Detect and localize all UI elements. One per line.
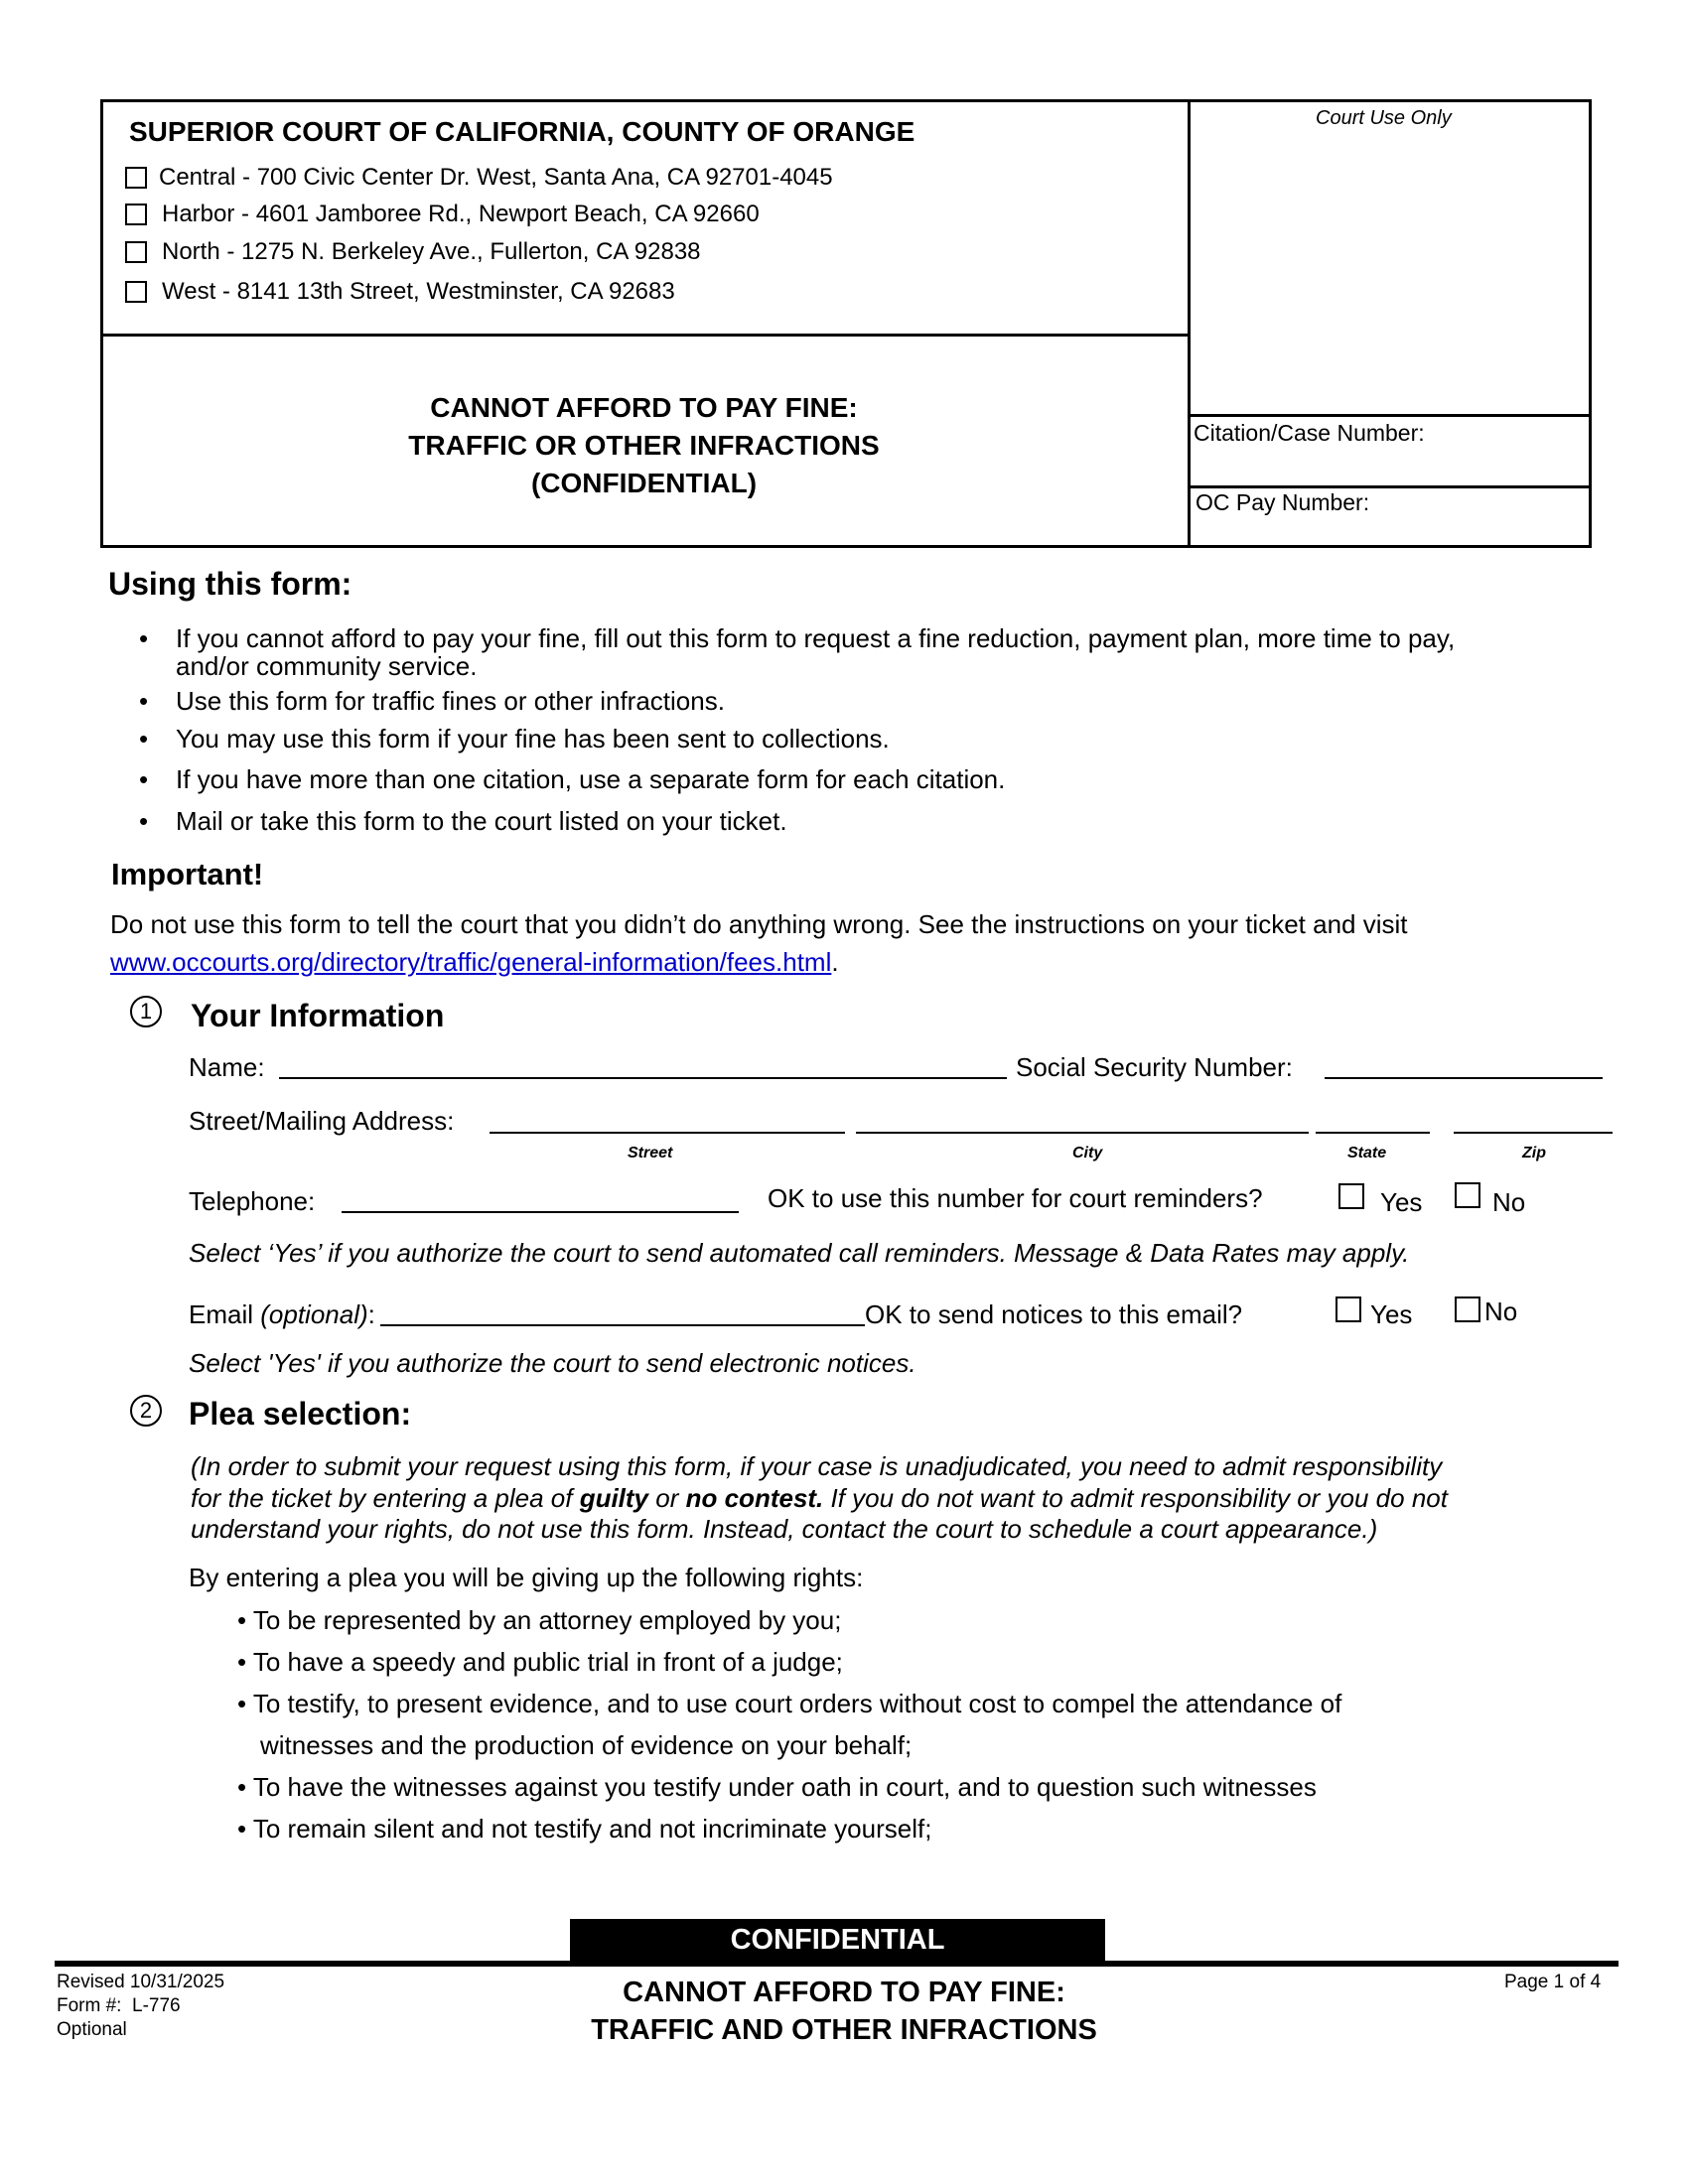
footer-title — [496, 1974, 1192, 2049]
optional-label: Optional — [57, 2019, 127, 2040]
using-bullet-1: If you cannot afford to pay your fine, fill out this form to request a fine reduction, payment plan, more time to pay, — [176, 623, 1456, 653]
reminder-no-label: No — [1492, 1187, 1526, 1217]
name-label: Name: — [189, 1052, 265, 1082]
right-item-1: • To be represented by an attorney employed by you; — [237, 1605, 842, 1635]
city-sublabel: City — [1072, 1145, 1103, 1161]
reminder-yes-label: Yes — [1380, 1187, 1423, 1217]
email-colon: : — [367, 1299, 375, 1329]
fees-link[interactable]: www.occourts.org/directory/traffic/general-information/fees.html — [110, 947, 832, 977]
email-no-label: No — [1484, 1297, 1518, 1326]
header-divider-citation — [1188, 485, 1592, 488]
location-harbor-checkbox[interactable] — [125, 204, 147, 225]
citation-number-label: Citation/Case Number: — [1194, 420, 1425, 446]
street-sublabel: Street — [628, 1145, 673, 1161]
bullet-dot: • — [139, 623, 149, 653]
state-field[interactable] — [1316, 1132, 1430, 1134]
ssn-label: Social Security Number: — [1016, 1052, 1293, 1082]
bullet-dot: • — [139, 764, 149, 794]
form-title-line-2: TRAFFIC OR OTHER INFRACTIONS — [408, 430, 880, 461]
footer-rule — [55, 1961, 1618, 1967]
header-divider-vertical — [1188, 99, 1191, 548]
link-suffix: . — [831, 947, 839, 977]
court-use-only-label: Court Use Only — [1316, 107, 1452, 129]
section-1-heading: Your Information — [191, 998, 445, 1033]
form-title — [100, 389, 1188, 502]
email-label-line — [189, 1299, 375, 1330]
revised-date: Revised 10/31/2025 — [57, 1972, 225, 1992]
location-north-label: North - 1275 N. Berkeley Ave., Fullerton, CA 92838 — [162, 238, 701, 265]
reminder-question: OK to use this number for court reminders? — [768, 1183, 1263, 1213]
city-field[interactable] — [856, 1132, 1309, 1134]
oc-pay-number-label: OC Pay Number: — [1196, 489, 1370, 515]
right-item-3: • To testify, to present evidence, and to use court orders without cost to compel the attendance of — [237, 1689, 1342, 1718]
location-west-label: West - 8141 13th Street, Westminster, CA 92683 — [162, 278, 675, 305]
reminder-no-checkbox[interactable] — [1455, 1182, 1480, 1208]
email-field[interactable] — [380, 1324, 865, 1326]
telephone-label: Telephone: — [189, 1186, 316, 1216]
right-item-4: • To have the witnesses against you testify under oath in court, and to question such witnesses — [237, 1772, 1317, 1802]
street-field[interactable] — [490, 1132, 845, 1134]
important-text: Do not use this form to tell the court that you didn’t do anything wrong. See the instructions on your ticket and visit — [110, 909, 1408, 939]
important-link-line — [110, 947, 839, 978]
right-item-2: • To have a speedy and public trial in front of a judge; — [237, 1647, 843, 1677]
page-number: Page 1 of 4 — [1504, 1972, 1602, 1992]
name-field[interactable] — [279, 1077, 1007, 1079]
bullet-dot: • — [139, 806, 149, 836]
email-optional: (optional) — [260, 1299, 368, 1329]
section-2-heading: Plea selection: — [189, 1396, 412, 1432]
zip-sublabel: Zip — [1522, 1145, 1546, 1161]
location-north-checkbox[interactable] — [125, 241, 147, 263]
using-heading: Using this form: — [108, 566, 352, 602]
bullet-dot: • — [139, 724, 149, 753]
using-bullet-4: If you have more than one citation, use a separate form for each citation. — [176, 764, 1006, 794]
plea-intro-line-1: (In order to submit your request using this form, if your case is unadjudicated, you need to admit responsibility — [191, 1451, 1443, 1481]
plea-no-contest: no contest. — [685, 1483, 824, 1513]
form-title-line-1: CANNOT AFFORD TO PAY FINE: — [430, 392, 858, 423]
plea-intro-2a: for the ticket by entering a plea of — [191, 1483, 580, 1513]
email-yes-checkbox[interactable] — [1336, 1297, 1361, 1322]
reminder-yes-checkbox[interactable] — [1338, 1183, 1364, 1209]
plea-intro-2b: If you do not want to admit responsibility or you do not — [823, 1483, 1448, 1513]
plea-intro-line-3: understand your rights, do not use this form. Instead, contact the court to schedule a court appearance.) — [191, 1514, 1378, 1544]
section-1-number: 1 — [130, 996, 162, 1027]
using-bullet-1-cont: and/or community service. — [176, 651, 478, 681]
important-heading: Important! — [111, 857, 264, 891]
telephone-field[interactable] — [342, 1211, 739, 1213]
using-bullet-3: You may use this form if your fine has been sent to collections. — [176, 724, 890, 753]
plea-guilty: guilty — [579, 1483, 649, 1513]
form-title-line-3: (CONFIDENTIAL) — [530, 468, 758, 498]
confidential-banner: CONFIDENTIAL — [570, 1919, 1105, 1961]
footer-title-line-1: CANNOT AFFORD TO PAY FINE: — [623, 1977, 1065, 2008]
location-west-checkbox[interactable] — [125, 281, 147, 303]
bullet-dot: • — [139, 686, 149, 716]
right-item-3-cont: witnesses and the production of evidence on your behalf; — [260, 1730, 913, 1760]
header-divider-court-use — [1188, 414, 1592, 417]
footer-title-line-2: TRAFFIC AND OTHER INFRACTIONS — [591, 2014, 1097, 2046]
header-divider-left — [100, 334, 1191, 337]
court-name: SUPERIOR COURT OF CALIFORNIA, COUNTY OF ORANGE — [129, 116, 915, 147]
reminder-note: Select ‘Yes’ if you authorize the court to send automated call reminders. Message & Data Rates may apply. — [189, 1238, 1410, 1268]
plea-or: or — [648, 1483, 686, 1513]
email-question: OK to send notices to this email? — [865, 1299, 1243, 1329]
location-central-label: Central - 700 Civic Center Dr. West, Santa Ana, CA 92701-4045 — [159, 164, 833, 191]
using-bullet-5: Mail or take this form to the court listed on your ticket. — [176, 806, 787, 836]
email-label: Email — [189, 1299, 254, 1329]
email-no-checkbox[interactable] — [1455, 1297, 1480, 1322]
zip-field[interactable] — [1454, 1132, 1613, 1134]
state-sublabel: State — [1347, 1145, 1387, 1161]
address-label: Street/Mailing Address: — [189, 1106, 455, 1136]
location-central-checkbox[interactable] — [125, 167, 147, 189]
right-item-5: • To remain silent and not testify and not incriminate yourself; — [237, 1814, 932, 1843]
using-bullet-2: Use this form for traffic fines or other infractions. — [176, 686, 725, 716]
rights-intro: By entering a plea you will be giving up the following rights: — [189, 1563, 864, 1592]
email-yes-label: Yes — [1370, 1299, 1413, 1329]
section-2-number: 2 — [130, 1395, 162, 1427]
form-number: Form #: L-776 — [57, 1995, 181, 2016]
location-harbor-label: Harbor - 4601 Jamboree Rd., Newport Beach, CA 92660 — [162, 201, 760, 227]
email-note: Select 'Yes' if you authorize the court to send electronic notices. — [189, 1348, 916, 1378]
ssn-field[interactable] — [1325, 1077, 1603, 1079]
plea-intro-line-2 — [191, 1483, 1448, 1514]
